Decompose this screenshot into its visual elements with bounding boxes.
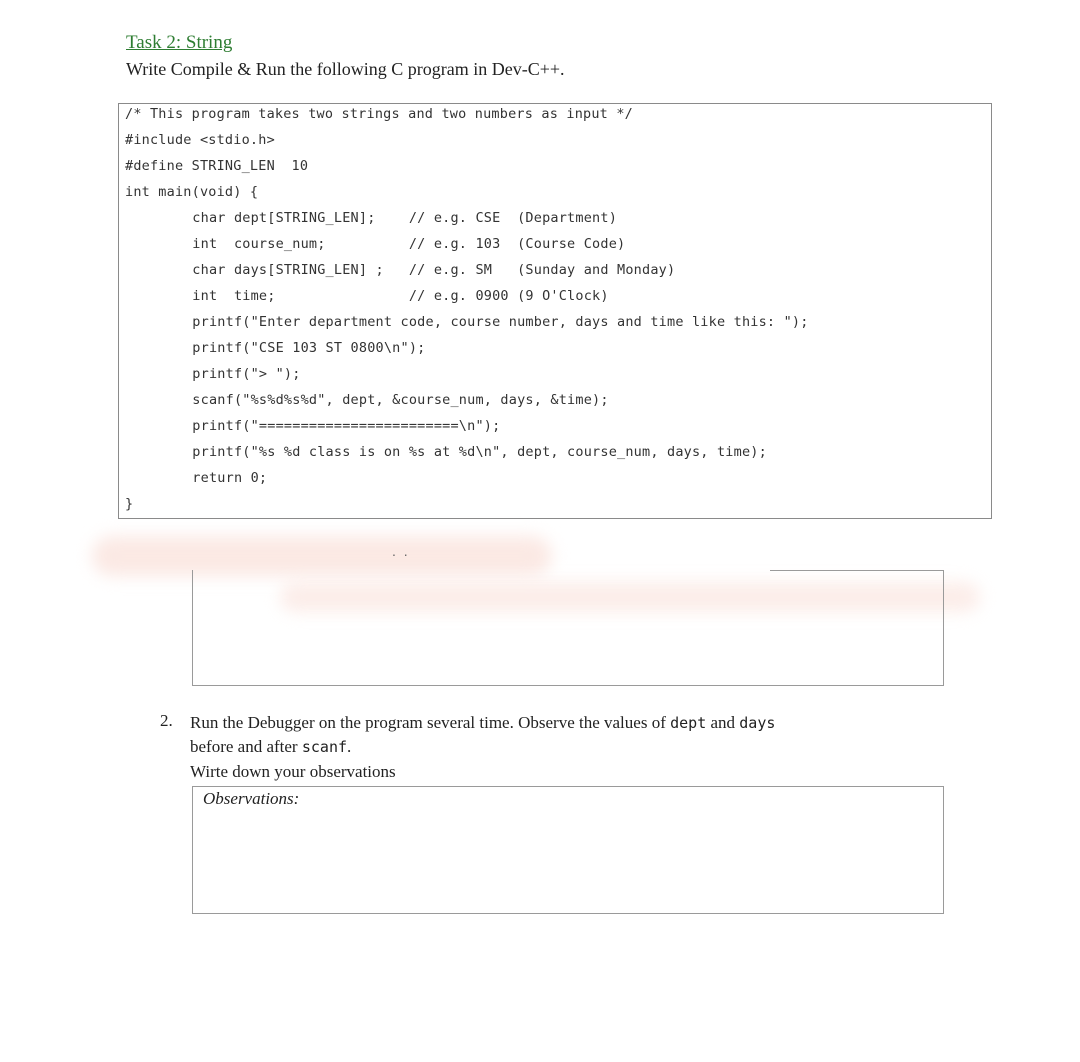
question-text [190,711,950,759]
code-line: printf("Enter department code, course number, days and time like this: "); [159,314,809,330]
question-text-part: Run the Debugger on the program several time. Observe the values of [190,713,671,732]
write-down-instruction: Wirte down your observations [190,762,396,781]
code-line: printf("> "); [159,366,301,382]
answer-box-border [770,570,944,571]
variable-days: days [739,714,776,732]
code-line: printf("========================\n"); [159,418,501,434]
function-scanf: scanf [301,738,348,756]
question-text-part: . [347,737,352,756]
answer-box[interactable] [192,570,944,686]
code-line: char days[STRING_LEN] ; // e.g. SM (Sunday and Monday) [159,262,676,278]
code-line: int time; // e.g. 0900 (9 O'Clock) [159,288,609,304]
code-line: scanf("%s%d%s%d", dept, &course_num, days, &time); [159,392,609,408]
question-number: 2. [160,711,173,730]
code-line: int course_num; // e.g. 103 (Course Code) [159,236,626,252]
observations-box[interactable] [192,786,944,914]
dots: . . [392,543,410,559]
code-line: printf("%s %d class is on %s at %d\n", dept, course_num, days, time); [159,444,767,460]
code-line: /* This program takes two strings and two numbers as input */ [125,106,633,122]
code-box [118,103,992,519]
variable-dept: dept [670,714,707,732]
code-line: printf("CSE 103 ST 0800\n"); [159,340,426,356]
code-line: int main(void) { [125,184,259,200]
question-text-part: before and after [190,737,302,756]
code-line: #define STRING_LEN 10 [125,158,309,174]
code-line: return 0; [159,470,268,486]
task-description: Write Compile & Run the following C program in Dev-C++. [126,59,565,79]
observations-label: Observations: [203,789,300,808]
code-line: #include <stdio.h> [125,132,275,148]
code-line: } [125,496,134,512]
question-text-part: and [706,713,740,732]
code-line: char dept[STRING_LEN]; // e.g. CSE (Department) [159,210,618,226]
task-title: Task 2: String [126,32,233,53]
